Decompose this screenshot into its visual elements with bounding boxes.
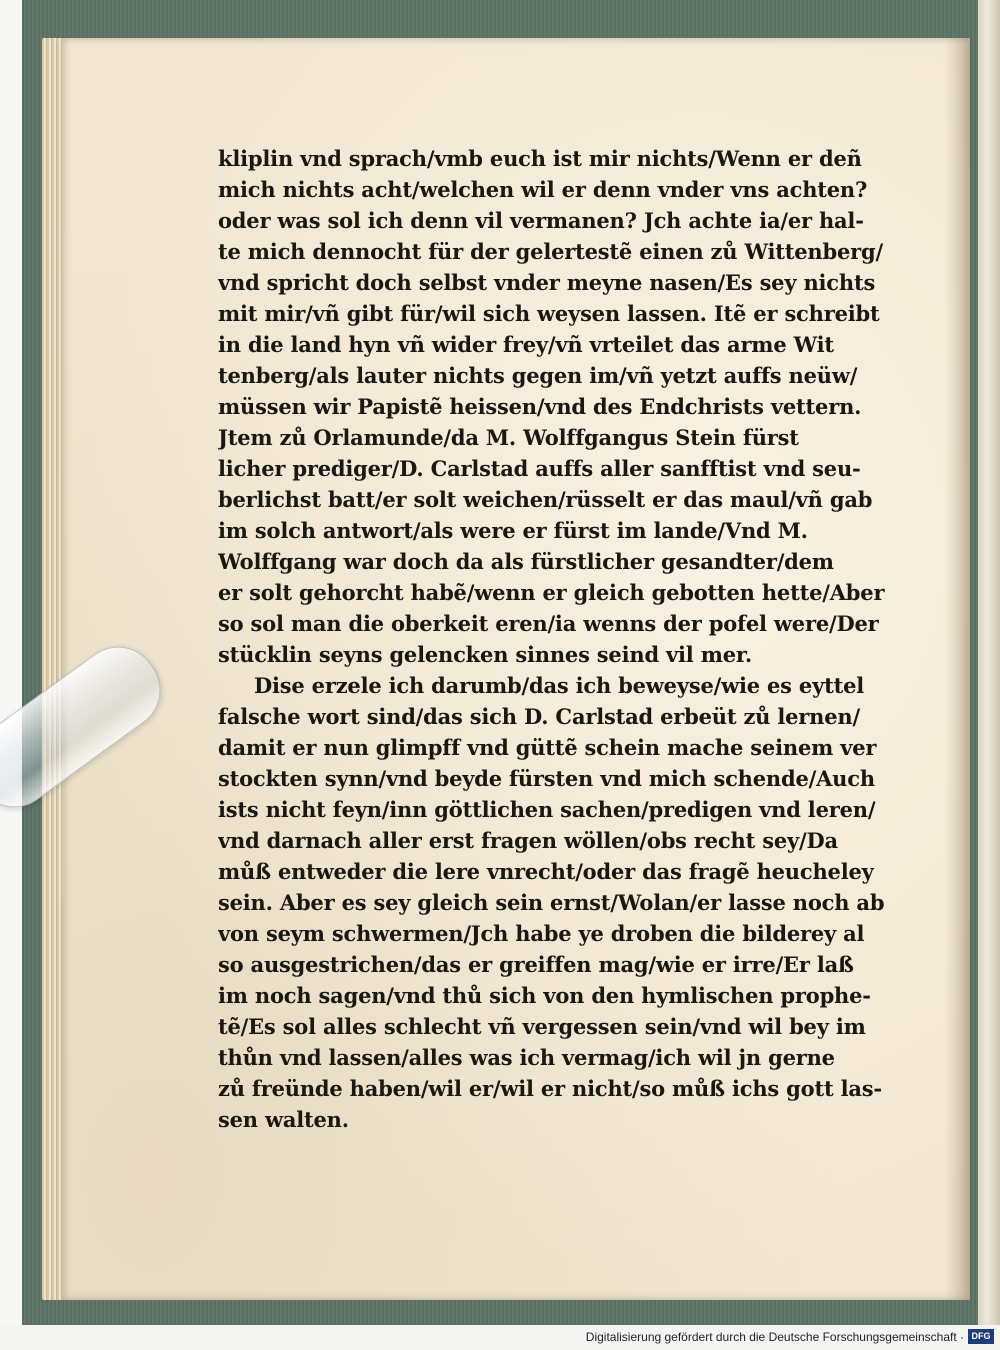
- dfg-logo: DFG: [968, 1329, 994, 1344]
- book-spine: [978, 0, 1000, 1325]
- text-line: vnd spricht doch selbst vnder meyne nasen/Es sey nichts: [218, 270, 876, 295]
- text-line: berlichst batt/er solt weichen/rüsselt er das maul/vñ gab: [218, 487, 873, 512]
- text-line: ists nicht feyn/inn göttlichen sachen/predigen vnd leren/: [218, 797, 876, 822]
- text-line: so sol man die oberkeit eren/ia wenns der pofel were/Der: [218, 611, 879, 636]
- text-line: Wolffgang war doch da als fürstlicher gesandter/dem: [218, 549, 834, 574]
- text-line: te mich dennocht für der gelertestẽ einen zů Wittenberg/: [218, 239, 883, 264]
- text-line: sen walten.: [218, 1107, 349, 1132]
- text-line: so ausgestrichen/das er greiffen mag/wie er irre/Er laß: [218, 952, 854, 977]
- text-line: damit er nun glimpff vnd güttẽ schein mache seinem ver: [218, 735, 877, 760]
- text-line: vnd darnach aller erst fragen wöllen/obs recht sey/Da: [218, 828, 838, 853]
- text-line: kliplin vnd sprach/vmb euch ist mir nichts/Wenn er deñ: [218, 146, 862, 171]
- text-line: mich nichts acht/welchen wil er denn vnder vns achten?: [218, 177, 868, 202]
- text-line: falsche wort sind/das sich D. Carlstad erbeüt zů lernen/: [218, 704, 860, 729]
- text-line: stockten synn/vnd beyde fürsten vnd mich schende/Auch: [218, 766, 875, 791]
- text-line: mit mir/vñ gibt für/wil sich weysen lassen. Itẽ er schreibt: [218, 301, 880, 326]
- text-line: licher prediger/D. Carlstad auffs aller sanfftist vnd seu-: [218, 456, 861, 481]
- text-line: im noch sagen/vnd thů sich von den hymlischen prophe-: [218, 983, 871, 1008]
- paragraph-start-line: Dise erzele ich darumb/das ich beweyse/wie es eyttel: [254, 673, 865, 698]
- text-line: von seym schwermen/Jch habe ye droben die bilderey al: [218, 921, 865, 946]
- text-line: im solch antwort/als were er fürst im lande/Vnd M.: [218, 518, 808, 543]
- text-line: sein. Aber es sey gleich sein ernst/Wolan/er lasse noch ab: [218, 890, 885, 915]
- text-line: tẽ/Es sol alles schlecht vñ vergessen sein/vnd wil bey im: [218, 1014, 866, 1039]
- text-line: tenberg/als lauter nichts gegen im/vñ yetzt auffs neüw/: [218, 363, 858, 388]
- text-line: oder was sol ich denn vil vermanen? Jch achte ia/er hal-: [218, 208, 864, 233]
- text-line: Jtem zů Orlamunde/da M. Wolffgangus Stein fürst: [218, 425, 799, 450]
- text-line: zů freünde haben/wil er/wil er nicht/so můß ichs gott las-: [218, 1076, 882, 1101]
- text-line: thůn vnd lassen/alles was ich vermag/ich wil jn gerne: [218, 1045, 835, 1070]
- text-line: stücklin seyns gelencken sinnes seind vil mer.: [218, 642, 752, 667]
- text-line: müssen wir Papistẽ heissen/vnd des Endchrists vettern.: [218, 394, 862, 419]
- text-line: in die land hyn vñ wider frey/vñ vrteilet das arme Wit: [218, 332, 834, 357]
- text-line: er solt gehorcht habẽ/wenn er gleich gebotten hette/Aber: [218, 580, 885, 605]
- page-gutter-shadow: [944, 38, 970, 1300]
- funding-credit: Digitalisierung gefördert durch die Deutsche Forschungsgemeinschaft ·: [585, 1330, 964, 1344]
- text-block: [218, 143, 933, 1135]
- text-line: můß entweder die lere vnrecht/oder das fragẽ heucheley: [218, 859, 874, 884]
